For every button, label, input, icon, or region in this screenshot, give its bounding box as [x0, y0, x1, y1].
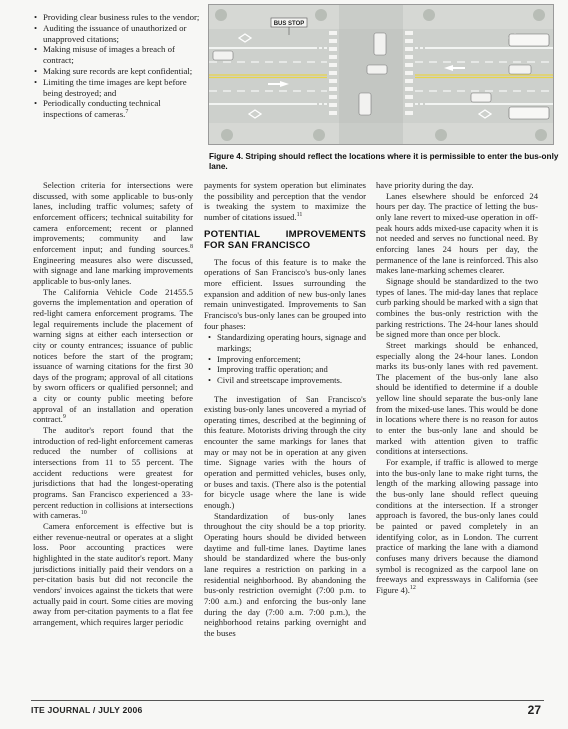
paragraph: The California Vehicle Code 21455.5 governs the implementation and operation of red-light camera enforcement programs. The legal requirements include the placement of warning signs at either each intersection or city or county entrances; issuance of public notices before the start of the program; issuance of warning citations for the first 30 days of the program; approval of all citations by sworn officers or qualified personnel; and a city or county public meeting before approval of an installation and operation contract.$^9$: [33, 286, 193, 425]
paragraph: payments for system operation but eliminates the possibility and perception that the vendor is tweaking the system to maximize the number of citations issued.$^{11}$: [204, 180, 366, 222]
list-item: • Auditing the issuance of unauthorized or unapproved citations;: [34, 23, 202, 45]
paragraph: have priority during the day.: [376, 180, 474, 190]
footnote-ref: 11: [296, 212, 303, 219]
paragraph: Street markings should be enhanced, especially along the 24-hour lanes. London marks its bus-only lanes with red pavement. The placement of the bus-only lane also should be identified to determine if a double yellow line should separate the bus-only lane from the mixed-use lanes. This would be done in locations where there is no reason for autos to enter the bus-only lane and should be marked with attention given to traffic conditions at intersections.: [376, 339, 538, 457]
section-heading: POTENTIAL IMPROVEMENTS FOR SAN FRANCISCO: [204, 228, 366, 251]
list-item: • Making misuse of images a breach of contract;: [34, 44, 202, 66]
list-item: • Civil and streetscape improvements.: [208, 375, 366, 386]
paragraph: The investigation of San Francisco's existing bus-only lanes uncovered a myriad of operating times, described at the beginning of this feature. Motorists driving through the city encounter the same markings for lanes that may or may not be in operation at any given time. Signage varies with the hours of operation and permitted vehicles, buses only, or buses and taxis. (There also is the potential for bicycle usage where the lane is wide enough.): [204, 393, 366, 511]
text-column-1: [33, 180, 193, 628]
footer-rule: [31, 700, 544, 701]
bus-lane-striping-diagram: [209, 5, 554, 145]
paragraph: Camera enforcement is effective but is either revenue-neutral or operates at a slight loss. Poor accounting practices were highlighted in the state auditor's report. Many jurisdictions initially paid their vendors on a per-citation basis but did not reconcile the vendors' invoices against the tickets that were actually paid in court. Some cities are moving away from per-citation payments to a flat fee arrangement, which requires larger periodic: [33, 521, 193, 627]
list-item: • Providing clear business rules to the vendor;: [34, 12, 202, 23]
paragraph: Standardization of bus-only lanes throughout the city should be a top priority. Operating hours should be divided between daytime and full-time lanes. Daytime lanes should be standardized where the bus-only lane requires a restriction on parking in a residential neighborhood. By abandoning the bus-only restriction overnight (7:00 p.m. to 7:00 a.m.) and enforcing the bus-only lane during the day (7:00 a.m. 7:00 p.m.), the neighborhood retains parking overnight and the buses: [204, 510, 366, 638]
improvement-phases-list: [208, 332, 366, 385]
list-item: • Periodically conducting technical inspections of cameras.$^7$: [34, 98, 202, 120]
list-item: • Improving enforcement;: [208, 354, 366, 365]
text-column-2: [204, 180, 366, 639]
footnote-ref: 9: [62, 414, 66, 421]
page-number: 27: [527, 703, 541, 717]
footnote-ref: 8: [190, 244, 193, 251]
paragraph: For example, if traffic is allowed to merge into the bus-only lane to make right turns, the length of the marking allowing passage into the bus-only lane should reflect queuing conditions at the intersection. If a stronger approach is favored, the bus-only lanes could be painted or paved completely in an identifying color, as in London. The current practice of marking the lane with a diamond confuses many drivers because the diamond symbol is recognized as the carpool lane on freeways and expressways in California (see Figure 4).$^{12}$: [376, 457, 538, 595]
paragraph: The auditor's report found that the introduction of red-light enforcement cameras reduced the number of collisions at intersections from 11 to 55 percent. The accident reductions were greatest for jurisdictions that had the longest-operating programs. San Francisco experienced a 33-percent reduction in collisions at intersections with cameras.$^{10}$: [33, 425, 193, 521]
footnote-ref: 12: [409, 585, 416, 592]
top-bullet-list: [34, 12, 202, 120]
text-column-3: [376, 180, 538, 596]
bus-stop-label: BUS STOP: [273, 21, 305, 27]
paragraph: Lanes elsewhere should be enforced 24 hours per day. The practice of letting the bus-only lane revert to mixed-use operation in off-peak hours adds mixed-use capacity when it is not needed and serves no functional need. By enforcing lanes 24 hours per day, the permanence of the lane is reinforced. This also makes lane-marking schemes clearer.: [376, 190, 538, 276]
list-item: • Standardizing operating hours, signage and markings;: [208, 332, 366, 353]
footnote-ref: 7: [125, 109, 129, 116]
figure-caption: Figure 4. Striping should reflect the locations where it is permissible to enter the bus-only lane.: [209, 152, 559, 171]
paragraph: The focus of this feature is to make the operations of San Francisco's bus-only lanes more efficient. Issues surrounding the expansion and addition of new bus-only lanes remain uninvestigated. Improvements to San Francisco's bus-only lanes can be grouped into four phases:: [204, 256, 366, 331]
footnote-ref: 10: [80, 510, 87, 517]
list-item: • Limiting the time images are kept before being destroyed; and: [34, 77, 202, 99]
journal-name: ITE JOURNAL / JULY 2006: [31, 705, 143, 715]
figure-4-illustration: [208, 4, 554, 145]
list-item: • Making sure records are kept confidential;: [34, 66, 202, 77]
list-item: • Improving traffic operation; and: [208, 364, 366, 375]
paragraph: Signage should be standardized to the two types of lanes. The mid-day lanes that replace curb parking should be marked with a sign that combines the bus-only restriction with the parking restrictions. The 24-hour lanes should be signed more than once per block.: [376, 275, 538, 340]
paragraph: Selection criteria for intersections were discussed, with some applicable to bus-only lanes, including traffic volumes; safety of enforcement officers; technical suitability for camera enforcement; recent or planned improvements; community and law enforcement input; and funding sources.$^8$ Engineering measures also were discussed, with signage and lane marking improvements applicable to bus-only lanes.: [33, 180, 193, 286]
